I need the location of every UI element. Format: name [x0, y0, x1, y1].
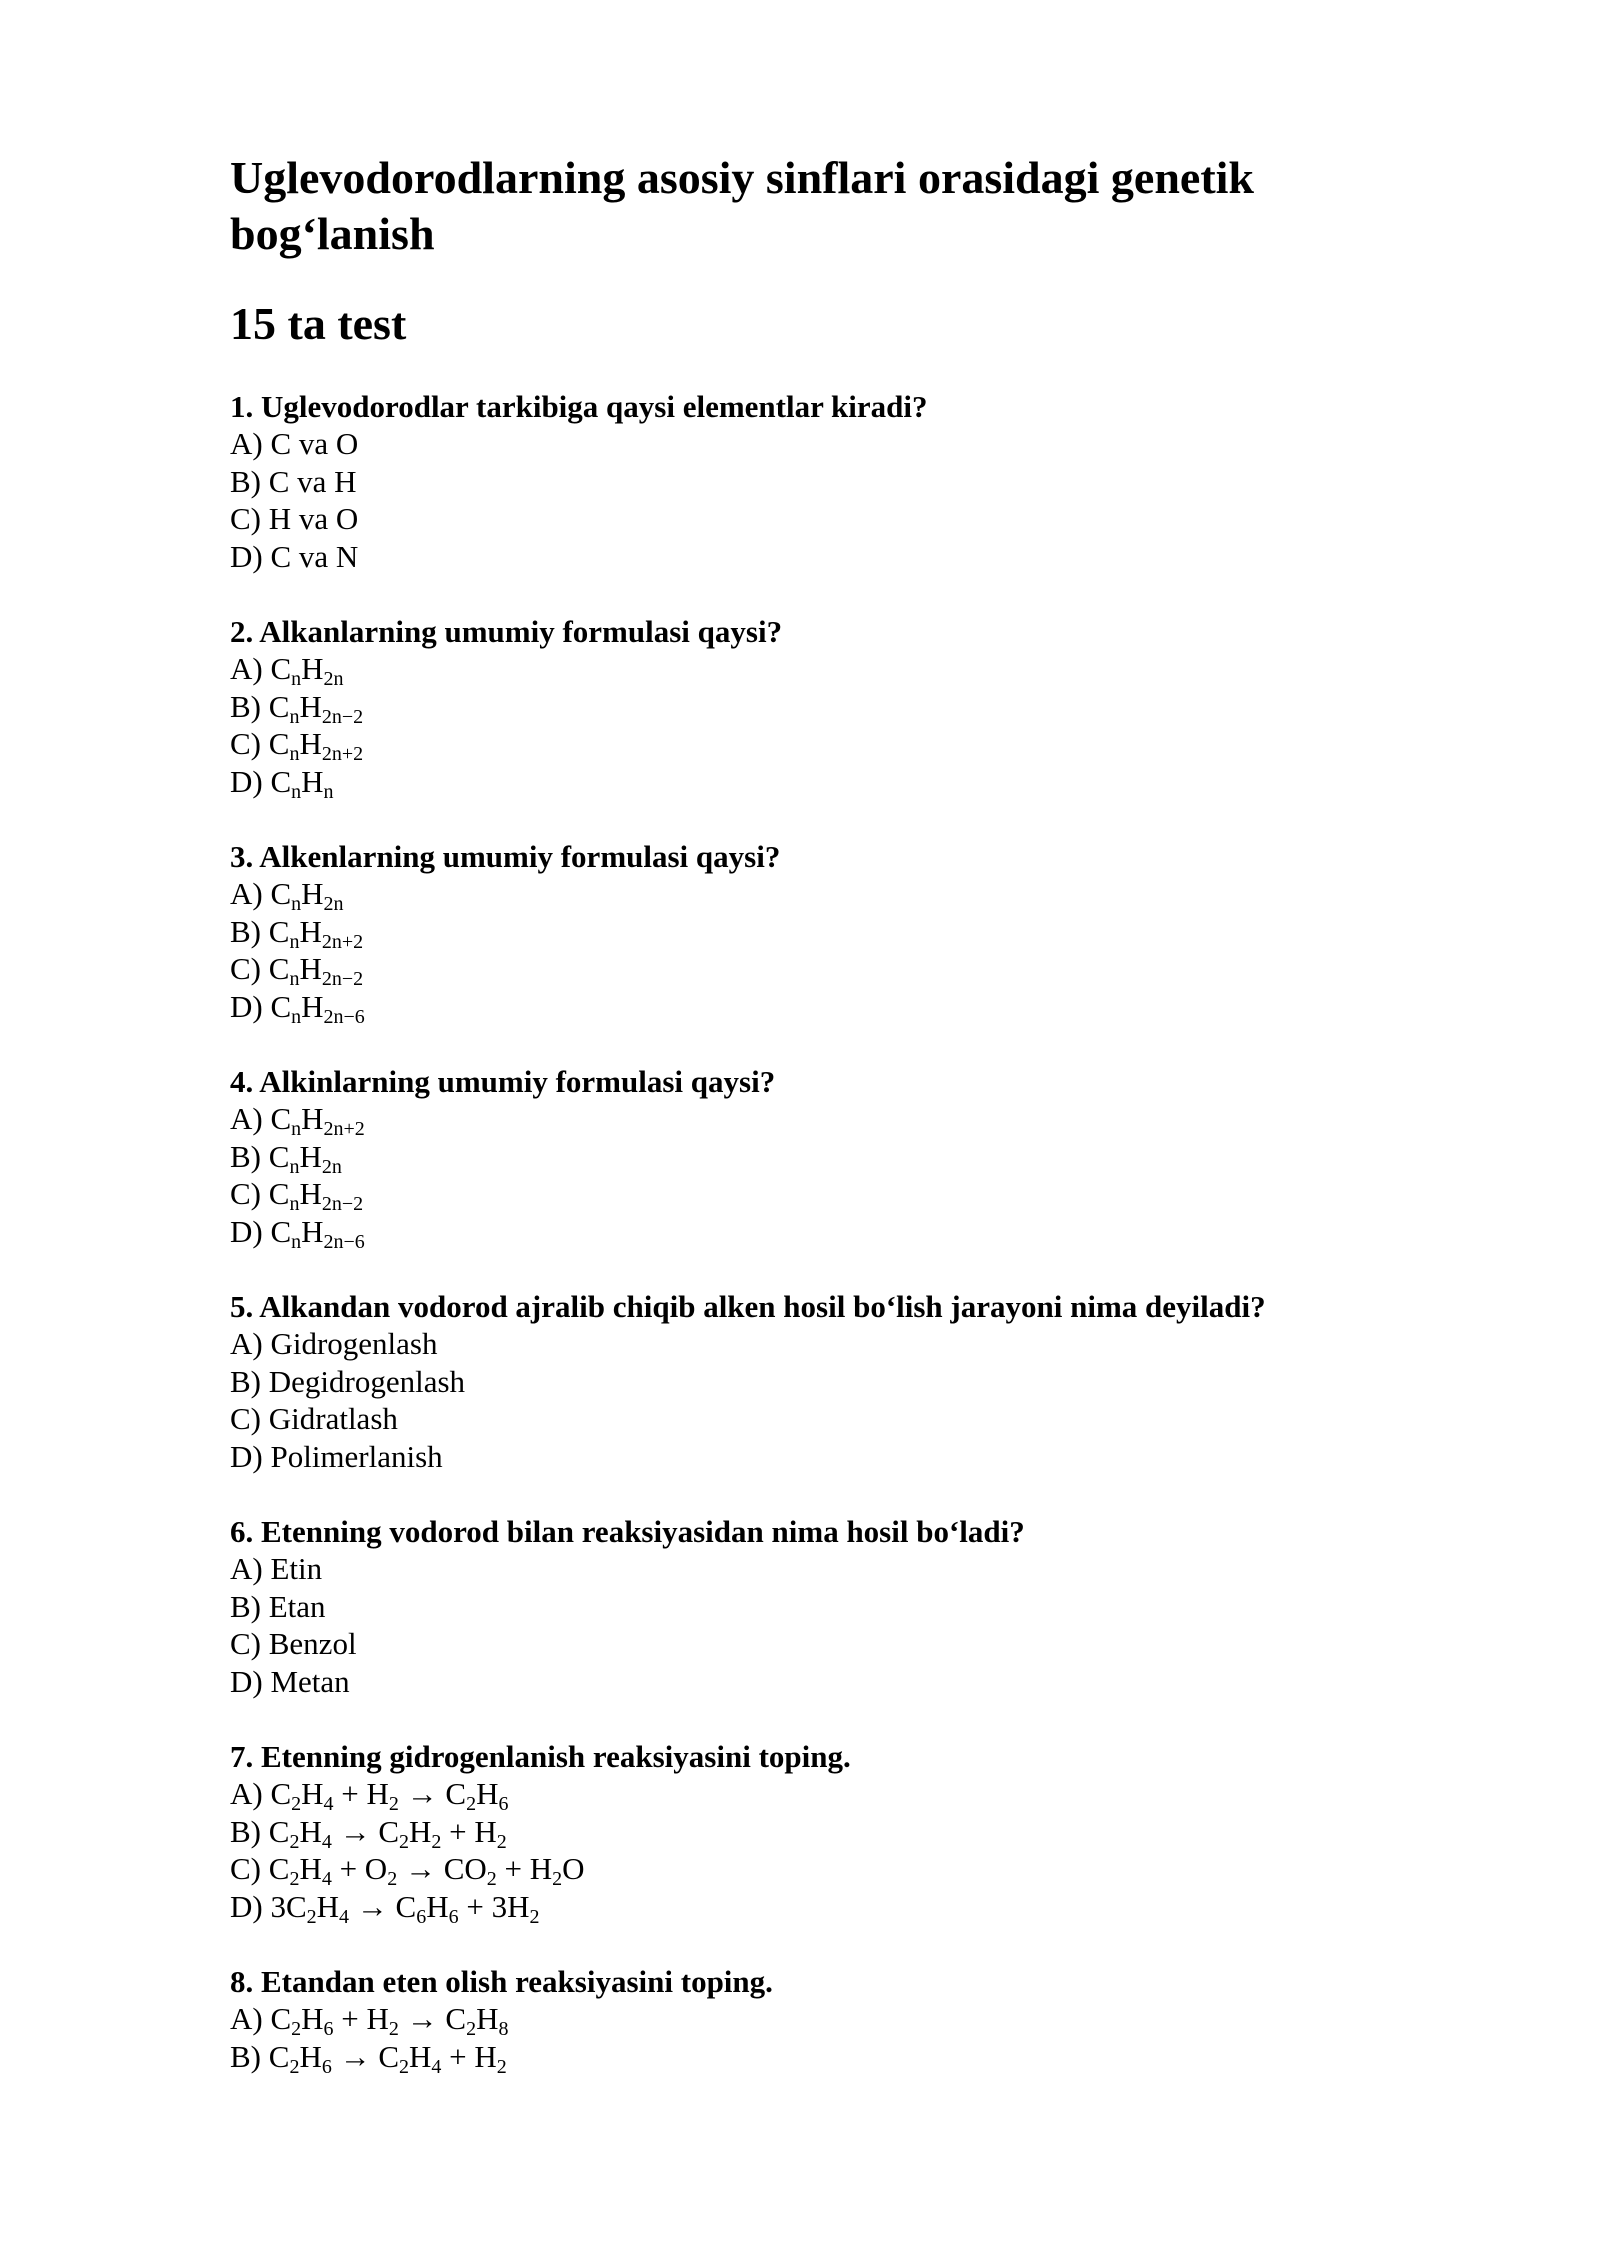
answer-option [230, 500, 1430, 538]
question-7 [230, 1738, 1430, 1928]
question-6 [230, 1513, 1430, 1700]
option-text: D) Metan [230, 1663, 350, 1699]
formula-subscript: 2 [388, 1793, 399, 1815]
option-text: → C [349, 1888, 417, 1924]
formula-subscript: 2n [323, 668, 344, 690]
option-text: A) Etin [230, 1551, 323, 1586]
formula-subscript: 2 [291, 1793, 302, 1815]
option-text: + O [331, 1851, 388, 1886]
option-text: H [299, 726, 322, 761]
option-text: C) C [230, 1851, 290, 1886]
option-text: B) C [230, 2038, 290, 2074]
question-text: 3. Alkenlarning umumiy formulasi qaysi? [230, 839, 781, 874]
option-text: + H [333, 1776, 389, 1811]
question-text: 8. Etandan eten olish reaksiyasini toping. [230, 1964, 773, 1999]
option-text: A) C [230, 1776, 292, 1811]
answer-option [230, 1438, 1430, 1476]
formula-subscript: 2n [321, 1155, 342, 1178]
question-text: 2. Alkanlarning umumiy formulasi qaysi? [230, 614, 783, 649]
option-text: C) Benzol [230, 1626, 357, 1661]
answer-option [230, 725, 1430, 763]
answer-option [230, 763, 1430, 801]
option-text: H [299, 688, 322, 724]
formula-subscript: 2 [552, 1868, 563, 1890]
option-text: + H [441, 2038, 497, 2074]
formula-subscript: 2 [291, 2018, 302, 2040]
option-text: B) C [230, 688, 290, 724]
formula-subscript: n [289, 968, 300, 990]
answer-option [230, 688, 1430, 726]
option-text: D) C [230, 988, 292, 1024]
formula-subscript: n [291, 1005, 302, 1028]
formula-subscript: 2 [289, 1830, 300, 1853]
option-text: A) C [230, 2001, 292, 2036]
question-1 [230, 388, 1430, 575]
option-text: C) C [230, 726, 290, 761]
answer-option [230, 1100, 1430, 1138]
formula-subscript: 2 [289, 1868, 300, 1890]
option-text: → C [331, 1813, 400, 1849]
answer-option [230, 1775, 1430, 1813]
formula-subscript: 2n−2 [321, 705, 364, 728]
formula-subscript: 2n+2 [321, 743, 364, 765]
option-text: H [299, 1851, 322, 1886]
option-text: A) C va O [230, 426, 359, 461]
formula-subscript: 2 [529, 1905, 540, 1928]
option-text: O [562, 1851, 585, 1886]
formula-subscript: 2 [289, 2055, 300, 2078]
answer-option [230, 538, 1430, 576]
option-text: H [301, 2001, 324, 2036]
formula-subscript: n [323, 780, 334, 803]
answer-option [230, 2038, 1430, 2076]
document-subtitle: 15 ta test [230, 298, 407, 349]
answer-option [230, 1813, 1430, 1851]
document-content [230, 150, 1430, 2113]
option-text: H [299, 2038, 322, 2074]
option-text: H [301, 1101, 324, 1136]
formula-subscript: 6 [321, 2055, 332, 2078]
option-text: H [476, 2001, 499, 2036]
option-text: D) C va N [230, 538, 359, 574]
option-text: A) Gidrogenlash [230, 1326, 438, 1361]
option-text: H [301, 988, 324, 1024]
formula-subscript: 2n−6 [323, 1230, 365, 1253]
option-text: H [316, 1888, 340, 1924]
formula-subscript: n [291, 893, 302, 915]
option-text: H [299, 1176, 322, 1211]
answer-option [230, 913, 1430, 951]
question-4 [230, 1063, 1430, 1253]
answer-option [230, 1325, 1430, 1363]
option-text: B) Degidrogenlash [230, 1363, 466, 1399]
option-text: B) C va H [230, 463, 357, 499]
option-text: H [301, 763, 324, 799]
answer-option [230, 650, 1430, 688]
answer-option [230, 1663, 1430, 1701]
option-text: H [409, 2038, 432, 2074]
formula-subscript: n [291, 780, 302, 803]
option-text: A) C [230, 1101, 292, 1136]
formula-subscript: 2 [466, 2018, 477, 2040]
option-text: H [426, 1888, 449, 1924]
answer-option [230, 1213, 1430, 1251]
question-text: 4. Alkinlarning umumiy formulasi qaysi? [230, 1064, 776, 1099]
answer-option [230, 875, 1430, 913]
option-text: C) Gidratlash [230, 1401, 398, 1436]
formula-subscript: 2 [496, 2055, 507, 2078]
answer-option [230, 1888, 1430, 1926]
formula-subscript: 6 [323, 2018, 334, 2040]
option-text: H [301, 1776, 324, 1811]
option-text: → CO [397, 1851, 487, 1886]
formula-subscript: 6 [498, 1793, 509, 1815]
answer-option [230, 1625, 1430, 1663]
option-text: + H [496, 1851, 553, 1886]
answer-option [230, 1550, 1430, 1588]
option-text: H [301, 876, 324, 911]
option-text: C) C [230, 951, 290, 986]
answer-option [230, 950, 1430, 988]
formula-subscript: 2n+2 [323, 1118, 365, 1140]
answer-option [230, 1588, 1430, 1626]
formula-subscript: n [291, 1230, 302, 1253]
formula-subscript: 2 [431, 1830, 442, 1853]
question-5 [230, 1288, 1430, 1475]
option-text: + H [333, 2001, 389, 2036]
formula-subscript: 2 [399, 2055, 410, 2078]
option-text: D) C [230, 763, 292, 799]
option-text: H [476, 1776, 499, 1811]
option-text: H [409, 1813, 432, 1849]
answer-option [230, 1363, 1430, 1401]
formula-subscript: 2n−2 [321, 968, 364, 990]
option-text: → C [331, 2038, 400, 2074]
option-text: B) C [230, 913, 290, 949]
formula-subscript: 4 [321, 1830, 332, 1853]
question-text: 5. Alkandan vodorod ajralib chiqib alken hosil bo‘lish jarayoni nima deyiladi? [230, 1289, 1266, 1324]
answer-option [230, 1175, 1430, 1213]
question-text: 7. Etenning gidrogenlanish reaksiyasini toping. [230, 1739, 851, 1774]
formula-subscript: 4 [339, 1905, 350, 1928]
question-8 [230, 1963, 1430, 2078]
option-text: C) H va O [230, 501, 359, 536]
formula-subscript: 2n+2 [321, 930, 364, 953]
answer-option [230, 1850, 1430, 1888]
formula-subscript: 2n−6 [323, 1005, 365, 1028]
option-text: H [299, 951, 322, 986]
option-text: H [299, 1813, 322, 1849]
option-text: H [299, 913, 322, 949]
option-text: B) C [230, 1813, 290, 1849]
option-text: A) C [230, 876, 292, 911]
option-text: H [301, 651, 324, 686]
question-2 [230, 613, 1430, 803]
question-list [230, 388, 1430, 2078]
formula-subscript: 2 [466, 1793, 477, 1815]
answer-option [230, 1138, 1430, 1176]
option-text: → C [398, 2001, 467, 2036]
option-text: B) C [230, 1138, 290, 1174]
option-text: D) Polimerlanish [230, 1438, 443, 1474]
formula-subscript: 2n [323, 893, 344, 915]
answer-option [230, 463, 1430, 501]
formula-subscript: 4 [321, 1868, 332, 1890]
formula-subscript: n [289, 743, 300, 765]
formula-subscript: n [291, 668, 302, 690]
formula-subscript: n [289, 930, 300, 953]
formula-subscript: 4 [431, 2055, 442, 2078]
formula-subscript: 6 [416, 1905, 427, 1928]
formula-subscript: n [289, 705, 300, 728]
formula-subscript: 2 [399, 1830, 410, 1853]
formula-subscript: 8 [498, 2018, 509, 2040]
formula-subscript: 6 [448, 1905, 459, 1928]
option-text: D) 3C [230, 1888, 307, 1924]
formula-subscript: 2 [387, 1868, 398, 1890]
answer-option [230, 425, 1430, 463]
answer-option [230, 2000, 1430, 2038]
formula-subscript: 2n−2 [321, 1193, 364, 1215]
answer-option [230, 988, 1430, 1026]
formula-subscript: 2 [388, 2018, 399, 2040]
option-text: H [299, 1138, 322, 1174]
option-text: C) C [230, 1176, 290, 1211]
formula-subscript: 4 [323, 1793, 334, 1815]
formula-subscript: n [291, 1118, 302, 1140]
option-text: → C [398, 1776, 467, 1811]
option-text: B) Etan [230, 1588, 326, 1624]
option-text: D) C [230, 1213, 292, 1249]
question-text: 6. Etenning vodorod bilan reaksiyasidan nima hosil bo‘ladi? [230, 1514, 1025, 1549]
formula-subscript: 2 [486, 1868, 497, 1890]
document-title: Uglevodorodlarning asosiy sinflari orasidagi genetik bog‘lanish [230, 152, 1255, 259]
formula-subscript: 2 [306, 1905, 317, 1928]
option-text: H [301, 1213, 324, 1249]
formula-subscript: n [289, 1193, 300, 1215]
answer-option [230, 1400, 1430, 1438]
option-text: A) C [230, 651, 292, 686]
formula-subscript: n [289, 1155, 300, 1178]
option-text: + H [441, 1813, 497, 1849]
question-text: 1. Uglevodorodlar tarkibiga qaysi elementlar kiradi? [230, 389, 928, 424]
option-text: + 3H [458, 1888, 530, 1924]
formula-subscript: 2 [496, 1830, 507, 1853]
question-3 [230, 838, 1430, 1028]
